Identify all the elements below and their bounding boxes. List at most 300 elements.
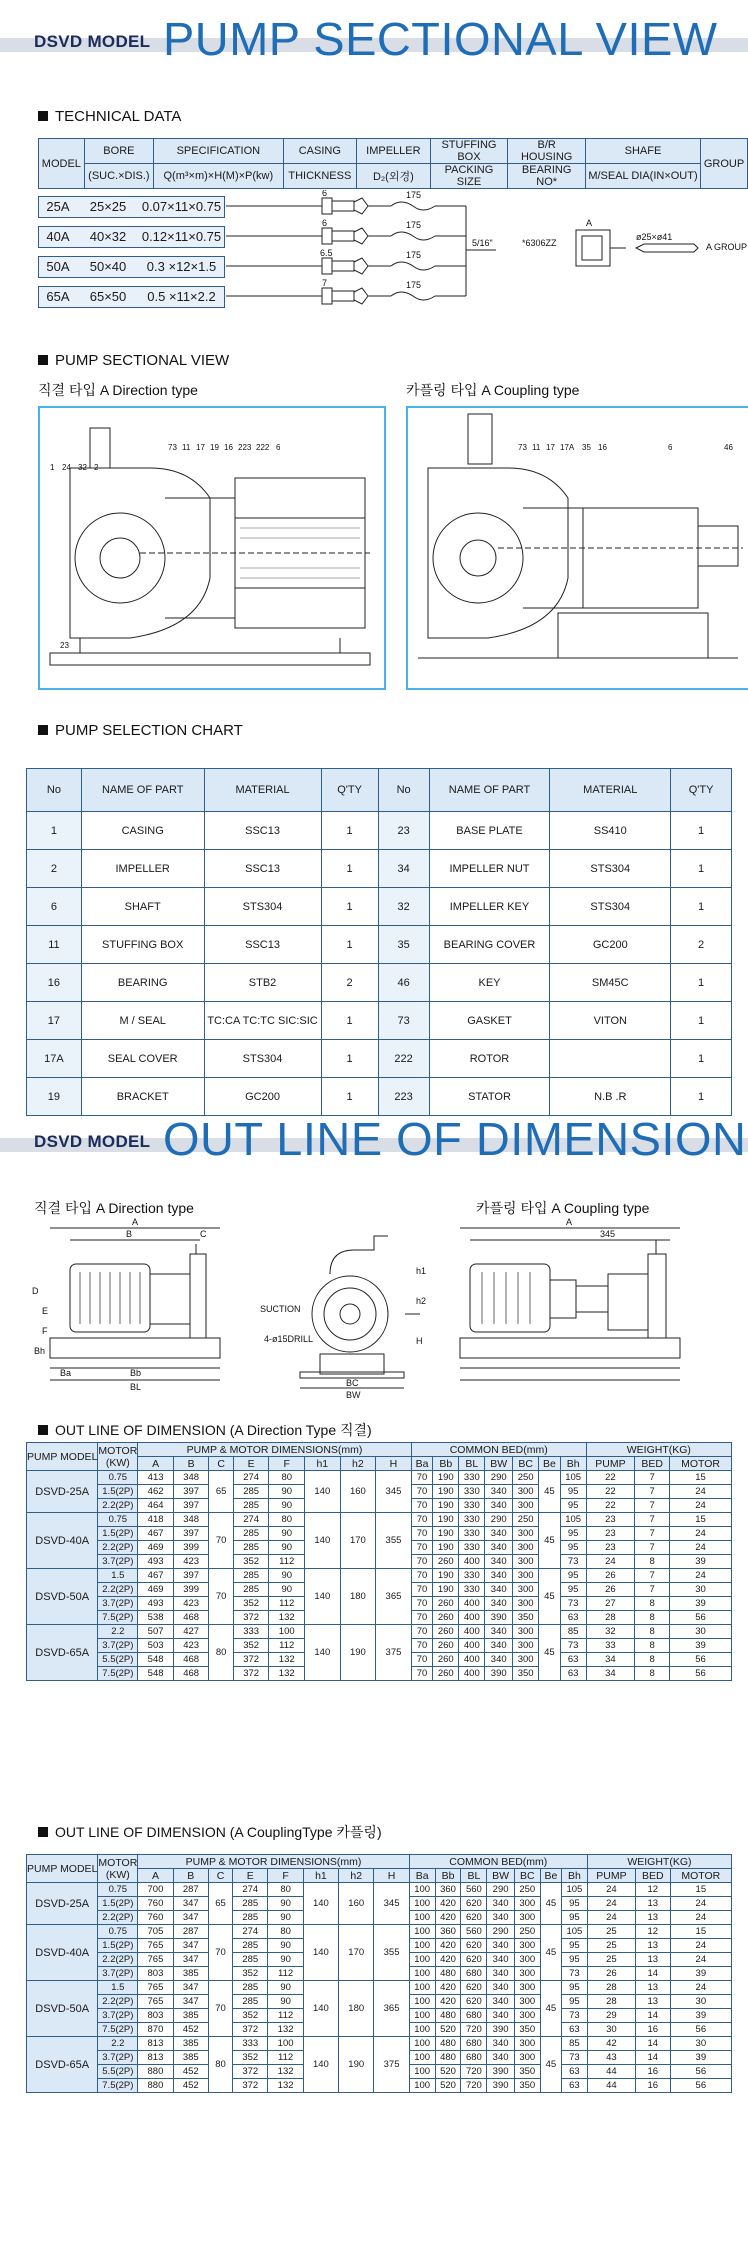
weight-motor: 56	[670, 2023, 731, 2037]
bed-ba: 70	[411, 1653, 432, 1667]
weight-motor: 30	[670, 1583, 732, 1597]
dim-f: 112	[269, 1555, 305, 1569]
weight-pump: 26	[587, 1967, 635, 1981]
bed-bw: 340	[485, 1485, 513, 1499]
weight-bed: 7	[635, 1541, 670, 1555]
table-cell: 1	[27, 812, 82, 850]
bed-bw: 340	[487, 1911, 515, 1925]
dim-e: 372	[233, 2065, 268, 2079]
motor-kw: 7.5(2P)	[98, 1667, 138, 1681]
dim-h: 375	[374, 2037, 409, 2093]
bed-bc: 300	[514, 1967, 540, 1981]
bed-bh: 63	[561, 2079, 587, 2093]
motor-kw: 1.5(2P)	[98, 1939, 138, 1953]
dim-h1: 140	[303, 1883, 338, 1925]
dim-e: 285	[233, 1953, 268, 1967]
th-col: MOTOR	[670, 1457, 732, 1471]
table-cell: 17	[27, 1002, 82, 1040]
bed-ba: 100	[409, 2009, 435, 2023]
bed-bb: 520	[435, 2065, 461, 2079]
part-callout: 2	[94, 463, 99, 472]
bed-bl: 330	[459, 1541, 485, 1555]
pump-model: DSVD-65A	[27, 1625, 98, 1681]
dim-a: 548	[138, 1653, 174, 1667]
weight-motor: 56	[670, 1653, 732, 1667]
dim-e: 285	[233, 1499, 269, 1513]
bed-bb: 480	[435, 2009, 461, 2023]
weight-motor: 15	[670, 1883, 731, 1897]
dim-a: 418	[138, 1513, 174, 1527]
table-row	[27, 1569, 732, 1583]
table-row	[27, 964, 732, 1002]
dim-f: 90	[269, 1485, 305, 1499]
table-cell: 23	[378, 812, 429, 850]
bed-ba: 100	[409, 2023, 435, 2037]
pump-model: DSVD-65A	[27, 2037, 98, 2093]
table-cell: 1	[671, 888, 732, 926]
th-col: F	[268, 1869, 303, 1883]
dim-a: 760	[138, 1911, 173, 1925]
bed-bl: 400	[459, 1555, 485, 1569]
dim-f: 100	[269, 1625, 305, 1639]
bed-bc: 300	[513, 1583, 539, 1597]
part-callout: 19	[210, 443, 219, 452]
table-row	[27, 1040, 732, 1078]
pump-model: DSVD-50A	[27, 1569, 98, 1625]
dim-f: 132	[268, 2023, 303, 2037]
dim-f: 90	[268, 1897, 303, 1911]
dim-c: 65	[209, 1471, 233, 1513]
part-callout: 23	[60, 641, 69, 650]
th-housing: B/R HOUSING	[508, 139, 586, 164]
bed-bl: 560	[461, 1925, 487, 1939]
dimension-label: BC	[346, 1378, 359, 1388]
table-row	[27, 1625, 732, 1639]
weight-bed: 7	[635, 1527, 670, 1541]
motor-kw: 0.75	[98, 1883, 138, 1897]
bed-bw: 390	[487, 2023, 515, 2037]
weight-pump: 32	[586, 1625, 635, 1639]
weight-motor: 56	[670, 2079, 731, 2093]
table-cell: SS410	[550, 812, 671, 850]
bed-bh: 105	[560, 1471, 586, 1485]
bed-bw: 340	[485, 1597, 513, 1611]
tech-housing: A	[586, 218, 593, 228]
dim-a: 469	[138, 1583, 174, 1597]
dim-f: 132	[268, 2079, 303, 2093]
part-callout: 17	[546, 443, 555, 452]
dim-b: 348	[173, 1513, 209, 1527]
bed-bl: 330	[459, 1583, 485, 1597]
bed-bb: 190	[433, 1513, 459, 1527]
motor-kw: 2.2(2P)	[98, 1499, 138, 1513]
dim-e: 333	[233, 1625, 269, 1639]
dimension-label: h2	[416, 1296, 427, 1306]
tech-spec: 0.5 ×11×2.2	[147, 289, 216, 304]
bed-bw: 290	[485, 1513, 513, 1527]
th-col: BED	[635, 1869, 670, 1883]
bed-bl: 400	[459, 1597, 485, 1611]
motor-kw: 1.5	[98, 1569, 138, 1583]
dim-e: 352	[233, 1967, 268, 1981]
dim-h: 365	[376, 1569, 412, 1625]
bed-bw: 290	[485, 1471, 513, 1485]
bed-bc: 300	[513, 1625, 539, 1639]
dim-e: 352	[233, 2051, 268, 2065]
direction-sectional-figure	[38, 406, 386, 690]
bed-bh: 95	[561, 1897, 587, 1911]
dim-a: 880	[138, 2065, 173, 2079]
bed-bh: 95	[561, 1911, 587, 1925]
bed-bl: 720	[461, 2023, 487, 2037]
motor-kw: 5.5(2P)	[98, 1653, 138, 1667]
bed-bl: 400	[459, 1653, 485, 1667]
dim-e: 285	[233, 1527, 269, 1541]
bed-bh: 95	[560, 1569, 586, 1583]
bed-bh: 73	[560, 1639, 586, 1653]
left-caption: 직결 타입 A Direction type	[38, 382, 198, 398]
dim-h2: 180	[340, 1569, 376, 1625]
weight-bed: 13	[635, 1995, 670, 2009]
weight-pump: 24	[586, 1555, 635, 1569]
th-col: A	[138, 1869, 173, 1883]
table-header-cell: MATERIAL	[204, 769, 321, 812]
bed-bh: 73	[560, 1597, 586, 1611]
th-impeller-sub: D₂(외경)	[357, 164, 431, 189]
dim-f: 132	[269, 1611, 305, 1625]
motor-kw: 1.5(2P)	[98, 1897, 138, 1911]
bed-bb: 260	[433, 1667, 459, 1681]
th-col: Bb	[433, 1457, 459, 1471]
tech-impeller: 175	[406, 220, 422, 230]
outline-drawings	[30, 1214, 748, 1400]
table-header-cell: NAME OF PART	[429, 769, 550, 812]
bed-bw: 340	[485, 1653, 513, 1667]
dim-f: 80	[268, 1883, 303, 1897]
th-stuffing-sub: PACKING SIZE	[430, 164, 508, 189]
sectional-heading: PUMP SECTIONAL VIEW	[38, 352, 229, 369]
bed-bl: 330	[459, 1499, 485, 1513]
weight-pump: 43	[587, 2051, 635, 2065]
table-row	[27, 1002, 732, 1040]
weight-motor: 39	[670, 1967, 731, 1981]
bed-bh: 95	[560, 1527, 586, 1541]
bed-bl: 330	[459, 1485, 485, 1499]
dim-b: 385	[173, 2037, 208, 2051]
banner-title: PUMP SECTIONAL VIEW	[163, 13, 718, 65]
table-cell: GASKET	[429, 1002, 550, 1040]
technical-data-heading: TECHNICAL DATA	[38, 108, 181, 125]
dim-f: 100	[268, 2037, 303, 2051]
dim-e: 285	[233, 1995, 268, 2009]
table-cell: SHAFT	[81, 888, 204, 926]
bed-bl: 330	[459, 1527, 485, 1541]
weight-motor: 39	[670, 1639, 732, 1653]
table-cell: GC200	[550, 926, 671, 964]
dimension-label: C	[200, 1229, 207, 1239]
dim-h1: 140	[303, 1981, 338, 2037]
dim-f: 90	[269, 1569, 305, 1583]
dim-e: 285	[233, 1569, 269, 1583]
table-cell: 222	[378, 1040, 429, 1078]
motor-kw: 3.7(2P)	[98, 2051, 138, 2065]
table-cell: 2	[671, 926, 732, 964]
dim-a: 765	[138, 1981, 173, 1995]
th-col: F	[269, 1457, 305, 1471]
dim-a-heading: OUT LINE OF DIMENSION (A Direction Type 직결)	[38, 1420, 372, 1440]
table-row	[27, 2037, 732, 2051]
bed-bw: 340	[485, 1583, 513, 1597]
weight-bed: 12	[635, 1925, 670, 1939]
dim-a: 765	[138, 1995, 173, 2009]
dim-b: 397	[173, 1527, 209, 1541]
motor-kw: 2.2(2P)	[98, 1541, 138, 1555]
bed-ba: 100	[409, 1925, 435, 1939]
dim-b: 423	[173, 1597, 209, 1611]
bed-bc: 300	[514, 1981, 540, 1995]
motor-kw: 1.5	[98, 1981, 138, 1995]
dim-a: 467	[138, 1569, 174, 1583]
weight-bed: 16	[635, 2023, 670, 2037]
bed-bb: 190	[433, 1527, 459, 1541]
bed-ba: 70	[411, 1499, 432, 1513]
th-col: Bb	[435, 1869, 461, 1883]
dim-c: 80	[209, 1625, 233, 1681]
th-col: BC	[514, 1869, 540, 1883]
table-header-cell: Q'TY	[321, 769, 378, 812]
table-cell: 11	[27, 926, 82, 964]
th-col: BED	[635, 1457, 670, 1471]
dim-e: 372	[233, 1611, 269, 1625]
bed-bb: 360	[435, 1925, 461, 1939]
weight-motor: 56	[670, 2065, 731, 2079]
table-header-cell: No	[378, 769, 429, 812]
table-cell: 1	[671, 964, 732, 1002]
part-callout: 11	[182, 443, 191, 452]
part-callout: 17	[196, 443, 205, 452]
weight-bed: 14	[635, 2009, 670, 2023]
dim-e: 285	[233, 1911, 268, 1925]
bed-bw: 390	[487, 2065, 515, 2079]
dim-f: 90	[269, 1499, 305, 1513]
part-callout: 222	[256, 443, 270, 452]
dim-e: 372	[233, 1667, 269, 1681]
weight-motor: 39	[670, 1555, 732, 1569]
bed-ba: 100	[409, 1939, 435, 1953]
dim-a: 469	[138, 1541, 174, 1555]
dimension-label: Bh	[34, 1346, 46, 1356]
dim-h2: 190	[340, 1625, 376, 1681]
dim-b: 347	[173, 1911, 208, 1925]
table-cell: KEY	[429, 964, 550, 1002]
table-cell: 223	[378, 1078, 429, 1116]
motor-kw: 2.2(2P)	[98, 1953, 138, 1967]
bed-bc: 350	[514, 2023, 540, 2037]
table-cell: IMPELLER NUT	[429, 850, 550, 888]
dim-b: 399	[173, 1541, 209, 1555]
th-bore: BORE	[84, 139, 153, 164]
bed-bb: 260	[433, 1653, 459, 1667]
dim-e: 372	[233, 1653, 269, 1667]
table-cell: GC200	[204, 1078, 321, 1116]
bed-bh: 95	[561, 1939, 587, 1953]
weight-pump: 33	[586, 1639, 635, 1653]
dim-a: 803	[138, 2009, 173, 2023]
bed-bl: 400	[459, 1611, 485, 1625]
weight-motor: 30	[670, 1995, 731, 2009]
table-cell: 1	[671, 850, 732, 888]
motor-kw: 1.5(2P)	[98, 1485, 138, 1499]
table-row	[27, 812, 732, 850]
weight-motor: 24	[670, 1541, 732, 1555]
dim-a: 870	[138, 2023, 173, 2037]
bed-bl: 620	[461, 1939, 487, 1953]
bed-bl: 400	[459, 1667, 485, 1681]
bed-bl: 680	[461, 1967, 487, 1981]
weight-pump: 25	[587, 1953, 635, 1967]
bed-bw: 340	[485, 1555, 513, 1569]
bed-be: 45	[539, 1569, 560, 1625]
bed-bw: 390	[485, 1667, 513, 1681]
th-common-bed: COMMON BED(mm)	[411, 1443, 586, 1457]
bed-bb: 260	[433, 1639, 459, 1653]
bed-ba: 70	[411, 1597, 432, 1611]
motor-kw: 0.75	[98, 1471, 138, 1485]
bed-bc: 300	[514, 1897, 540, 1911]
table-header-row	[27, 1855, 732, 1869]
bed-bl: 720	[461, 2065, 487, 2079]
bed-bc: 300	[513, 1555, 539, 1569]
dim-a: 464	[138, 1499, 174, 1513]
bed-bh: 73	[560, 1555, 586, 1569]
banner-pump-sectional	[0, 12, 748, 68]
part-callout: 73	[518, 443, 527, 452]
tech-row	[38, 286, 225, 308]
weight-pump: 22	[586, 1485, 635, 1499]
table-cell: 2	[27, 850, 82, 888]
bed-be: 45	[539, 1625, 560, 1681]
th-motor: MOTOR (KW)	[98, 1856, 138, 1881]
dim-c: 70	[208, 1925, 232, 1981]
dimension-label: Bb	[130, 1368, 142, 1378]
weight-pump: 42	[587, 2037, 635, 2051]
dim-f: 112	[268, 2009, 303, 2023]
weight-pump: 25	[587, 1939, 635, 1953]
th-col: Be	[540, 1869, 561, 1883]
dim-b: 423	[173, 1555, 209, 1569]
bed-bw: 340	[487, 1939, 515, 1953]
table-cell: M / SEAL	[81, 1002, 204, 1040]
dim-c: 70	[208, 1981, 232, 2037]
th-col: C	[208, 1869, 232, 1883]
tech-bore: 65×50	[89, 289, 127, 304]
dim-a: 493	[138, 1597, 174, 1611]
tech-thickness: 6	[322, 190, 328, 198]
technical-parts-sketch	[226, 190, 748, 310]
th-col: Ba	[409, 1869, 435, 1883]
weight-bed: 7	[635, 1499, 670, 1513]
tech-thickness: 6.5	[320, 248, 333, 258]
bed-bc: 300	[514, 1911, 540, 1925]
dimension-label: D	[32, 1286, 39, 1296]
part-callout: 11	[532, 443, 541, 452]
bed-be: 45	[540, 1883, 561, 1925]
bed-bh: 95	[560, 1485, 586, 1499]
bed-bc: 300	[514, 1939, 540, 1953]
th-col: C	[209, 1457, 233, 1471]
bed-ba: 100	[409, 1967, 435, 1981]
bed-bw: 290	[487, 1925, 515, 1939]
table-header-row	[27, 769, 732, 812]
th-housing-sub: BEARING NO*	[508, 164, 586, 189]
weight-bed: 13	[635, 1953, 670, 1967]
bed-bb: 260	[433, 1597, 459, 1611]
table-cell: BRACKET	[81, 1078, 204, 1116]
dim-f: 90	[268, 1953, 303, 1967]
dim-h2: 170	[340, 1513, 376, 1569]
th-col: BL	[461, 1869, 487, 1883]
th-pump-motor: PUMP & MOTOR DIMENSIONS(mm)	[138, 1443, 411, 1457]
dimension-label: A	[566, 1217, 573, 1227]
dim-b: 397	[173, 1485, 209, 1499]
dim-a: 467	[138, 1527, 174, 1541]
part-callout: 17A	[560, 443, 575, 452]
table-cell: 1	[321, 1078, 378, 1116]
th-col: BW	[487, 1869, 515, 1883]
part-callout: 35	[582, 443, 591, 452]
dim-b: 427	[173, 1625, 209, 1639]
motor-kw: 7.5(2P)	[98, 2079, 138, 2093]
bed-bb: 420	[435, 1939, 461, 1953]
dim-e: 285	[233, 1981, 268, 1995]
dim-a: 538	[138, 1611, 174, 1625]
dim-b: 347	[173, 1939, 208, 1953]
dim-a: 765	[138, 1939, 173, 1953]
bed-bc: 300	[513, 1639, 539, 1653]
bed-bc: 350	[514, 2065, 540, 2079]
dim-b-heading: OUT LINE OF DIMENSION (A CouplingType 카플링)	[38, 1822, 382, 1842]
dim-e: 274	[233, 1925, 268, 1939]
dim-f: 112	[269, 1597, 305, 1611]
bed-bl: 400	[459, 1639, 485, 1653]
table-cell: VITON	[550, 1002, 671, 1040]
tech-packing: 5/16"	[472, 238, 493, 248]
weight-motor: 15	[670, 1513, 732, 1527]
weight-motor: 24	[670, 1527, 732, 1541]
bed-bw: 290	[487, 1883, 515, 1897]
dim-b: 452	[173, 2079, 208, 2093]
dim-e: 274	[233, 1513, 269, 1527]
th-weight: WEIGHT(KG)	[587, 1855, 731, 1869]
th-spec-sub: Q(m³×m)×H(M)×P(kw)	[154, 164, 283, 189]
dim-f: 112	[268, 2051, 303, 2065]
dim-a: 413	[138, 1471, 174, 1485]
bed-bc: 250	[514, 1925, 540, 1939]
th-shaft: SHAFE	[586, 139, 701, 164]
table-cell: BASE PLATE	[429, 812, 550, 850]
bed-bb: 420	[435, 1995, 461, 2009]
weight-motor: 24	[670, 1953, 731, 1967]
weight-pump: 22	[586, 1499, 635, 1513]
th-model: PUMP MODEL	[27, 1855, 98, 1883]
bed-be: 45	[539, 1471, 560, 1513]
bed-bw: 340	[487, 1897, 515, 1911]
table-cell: 17A	[27, 1040, 82, 1078]
dimension-table-direction	[26, 1442, 732, 1681]
dim-h1: 140	[303, 1925, 338, 1981]
dim-b: 468	[173, 1653, 209, 1667]
motor-kw: 3.7(2P)	[98, 1597, 138, 1611]
